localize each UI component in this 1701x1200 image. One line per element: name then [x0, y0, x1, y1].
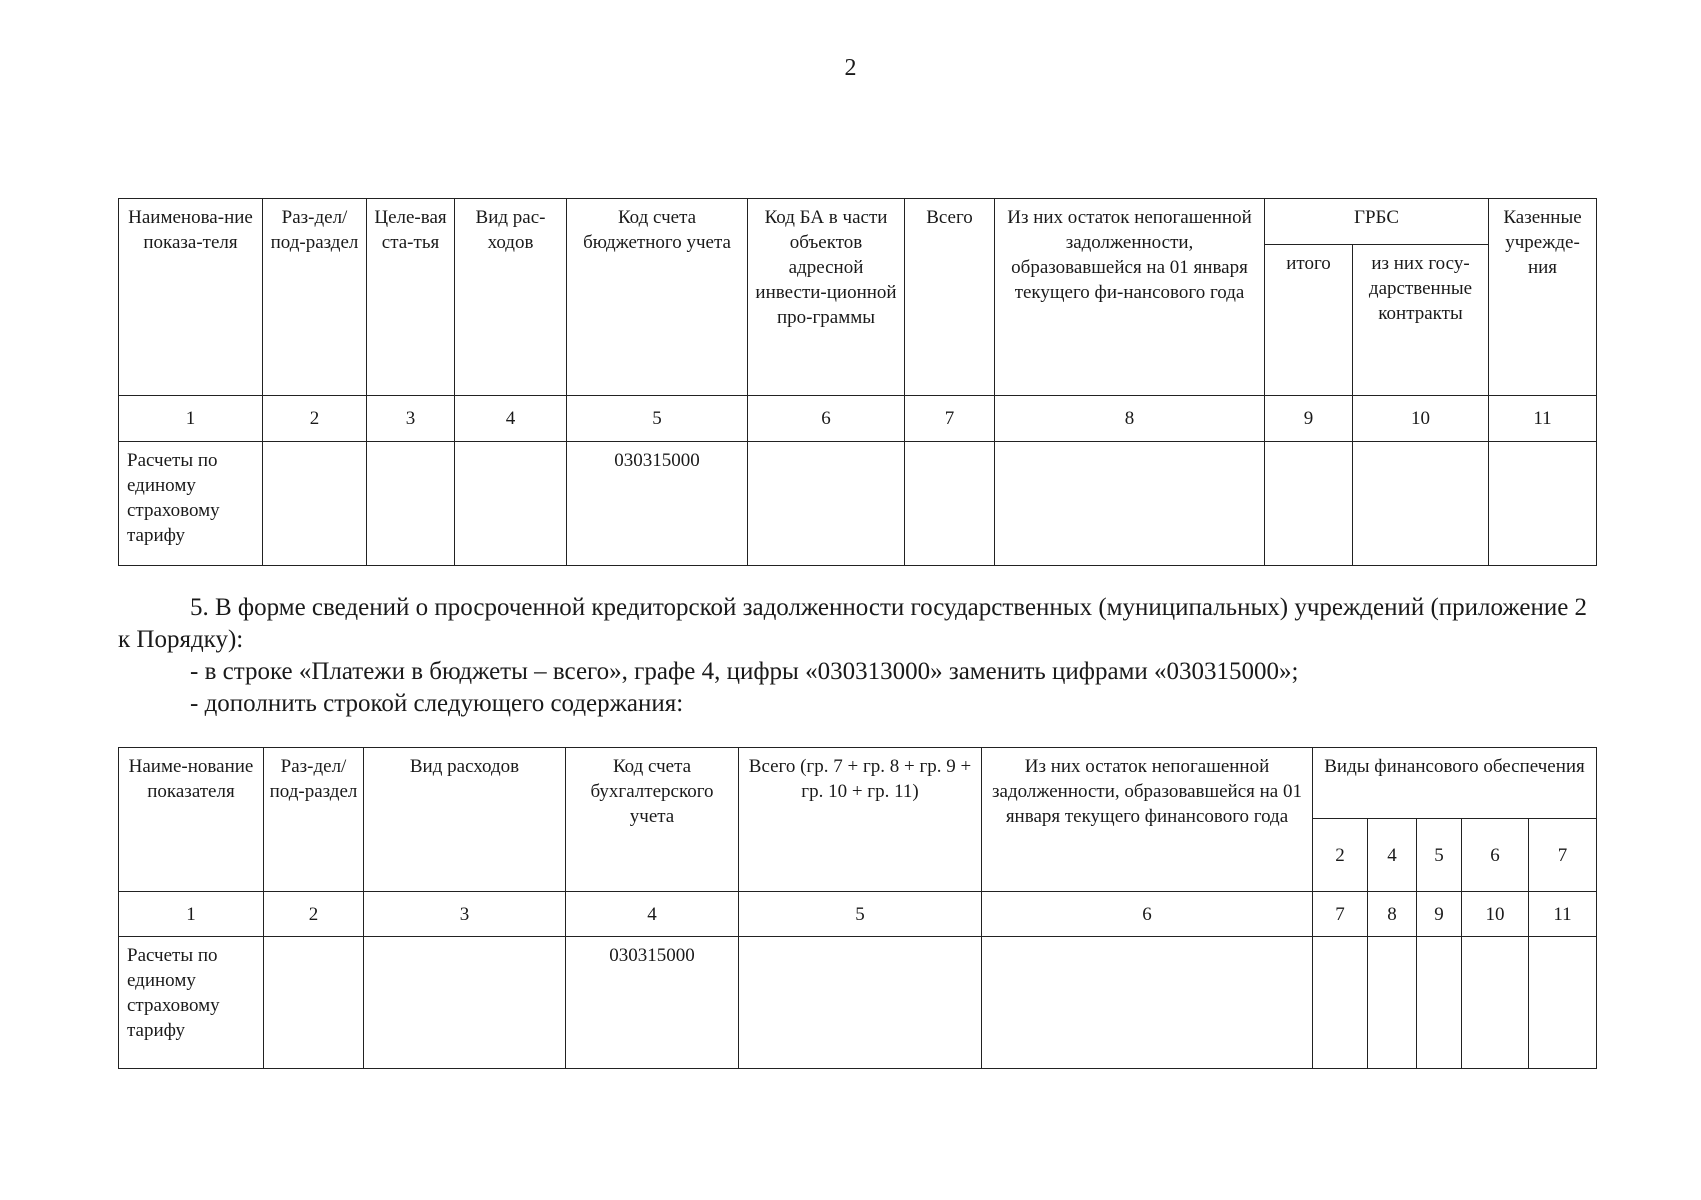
header-remainder: Из них остаток непогашенной задолженности, образовавшейся на 01 января текущего финансового года — [982, 748, 1313, 892]
header-account-code: Код счета бюджетного учета — [567, 199, 748, 396]
column-number: 11 — [1529, 892, 1597, 937]
header-grbs: ГРБС — [1265, 199, 1489, 245]
amendment-item-replace: - в строке «Платежи в бюджеты – всего», графе 4, цифры «030313000» заменить цифрами «030315000»; — [190, 658, 1299, 685]
header-indicator-name: Наименова-ние показа-теля — [119, 199, 263, 396]
column-number: 7 — [905, 396, 995, 442]
column-number: 7 — [1313, 892, 1368, 937]
header-treasury-institutions: Казенные учрежде-ния — [1489, 199, 1597, 396]
row-treasury-cell — [1489, 442, 1597, 566]
header-grbs-total: итого — [1265, 245, 1353, 396]
header-section: Раз-дел/под-раздел — [263, 199, 367, 396]
row-total-cell — [739, 937, 982, 1069]
header-grbs-contracts: из них госу-дарственные контракты — [1353, 245, 1489, 396]
row-funding-cell — [1417, 937, 1462, 1069]
column-number: 3 — [367, 396, 455, 442]
row-remainder-cell — [982, 937, 1313, 1069]
row-grbs-contracts-cell — [1353, 442, 1489, 566]
header-target-article: Целе-вая ста-тья — [367, 199, 455, 396]
column-number: 4 — [566, 892, 739, 937]
column-number: 5 — [739, 892, 982, 937]
header-total: Всего (гр. 7 + гр. 8 + гр. 9 + гр. 10 + гр. 11) — [739, 748, 982, 892]
column-number: 9 — [1265, 396, 1353, 442]
table-row — [119, 937, 1597, 1069]
header-funding-types: Виды финансового обеспечения — [1313, 748, 1597, 819]
row-remainder-cell — [995, 442, 1265, 566]
header-section: Раз-дел/под-раздел — [264, 748, 364, 892]
column-number: 11 — [1489, 396, 1597, 442]
column-number: 3 — [364, 892, 566, 937]
column-number: 4 — [455, 396, 567, 442]
header-remainder: Из них остаток непогашенной задолженности, образовавшейся на 01 января текущего фи-нансового года — [995, 199, 1265, 396]
header-ba-code: Код БА в части объектов адресной инвести-ционной про-граммы — [748, 199, 905, 396]
row-indicator-name: Расчеты по единому страховому тарифу — [119, 937, 264, 1069]
row-expense-type-cell — [364, 937, 566, 1069]
row-account-code: 030315000 — [566, 937, 739, 1069]
column-number: 1 — [119, 396, 263, 442]
column-number: 2 — [263, 396, 367, 442]
page-number: 2 — [844, 55, 857, 81]
row-target-article-cell — [367, 442, 455, 566]
funding-type-column: 7 — [1529, 819, 1597, 892]
row-funding-cell — [1529, 937, 1597, 1069]
amendment-paragraph: 5. В форме сведений о просроченной кредиторской задолженности государственных (муниципальных) учреждений (приложение 2 к Порядку): — [118, 594, 1588, 653]
header-account-code: Код счета бухгалтерского учета — [566, 748, 739, 892]
funding-type-column: 4 — [1368, 819, 1417, 892]
row-ba-code-cell — [748, 442, 905, 566]
column-number: 9 — [1417, 892, 1462, 937]
row-section-cell — [263, 442, 367, 566]
column-number: 10 — [1462, 892, 1529, 937]
amendment-item-add-row: - дополнить строкой следующего содержания: — [190, 690, 684, 717]
row-funding-cell — [1313, 937, 1368, 1069]
column-number: 5 — [567, 396, 748, 442]
column-number: 1 — [119, 892, 264, 937]
column-number: 8 — [995, 396, 1265, 442]
row-indicator-name: Расчеты по единому страховому тарифу — [119, 442, 263, 566]
row-expense-type-cell — [455, 442, 567, 566]
row-funding-cell — [1462, 937, 1529, 1069]
funding-type-column: 5 — [1417, 819, 1462, 892]
table-row — [119, 442, 1597, 566]
funding-type-column: 2 — [1313, 819, 1368, 892]
column-number: 6 — [748, 396, 905, 442]
header-expense-type: Вид рас-ходов — [455, 199, 567, 396]
row-funding-cell — [1368, 937, 1417, 1069]
budget-accounts-table — [118, 198, 1597, 566]
row-grbs-total-cell — [1265, 442, 1353, 566]
overdue-payables-table — [118, 747, 1597, 1069]
header-indicator-name: Наиме-нование показателя — [119, 748, 264, 892]
column-number: 10 — [1353, 396, 1489, 442]
header-expense-type: Вид расходов — [364, 748, 566, 892]
column-number: 2 — [264, 892, 364, 937]
row-total-cell — [905, 442, 995, 566]
header-total: Всего — [905, 199, 995, 396]
column-number: 6 — [982, 892, 1313, 937]
row-account-code: 030315000 — [567, 442, 748, 566]
column-number: 8 — [1368, 892, 1417, 937]
funding-type-column: 6 — [1462, 819, 1529, 892]
row-section-cell — [264, 937, 364, 1069]
